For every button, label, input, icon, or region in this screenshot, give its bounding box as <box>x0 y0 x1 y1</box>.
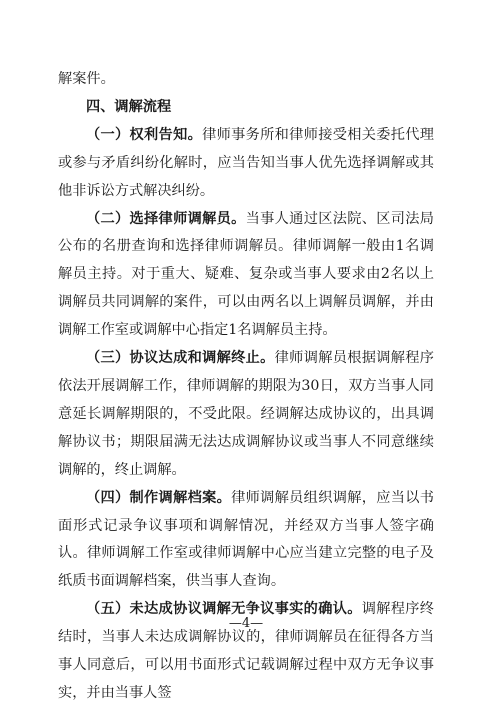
paragraph-select-mediator <box>58 206 434 346</box>
paragraph-body: 律师事务所和律师接受相关委托代理或参与矛盾纠纷化解时，应当告知当事人优先选择调解或其他非诉讼方式解决纠纷。 <box>58 126 434 199</box>
carryover-text: 解案件。 <box>58 71 115 87</box>
paragraph-lead: （四）制作调解档案。 <box>86 489 232 506</box>
paragraph-mediation-archive <box>58 485 434 597</box>
paragraph-agreement-termination <box>58 345 434 485</box>
paragraph-rights-notice <box>58 122 434 206</box>
paragraph-body: 当事人通过区法院、区司法局公布的名册查询和选择律师调解员。律师调解一般由1名调解员主持。对于重大、疑难、复杂或当事人要求由2名以上调解员共同调解的案件，可以由两名以上调解员调解，并由调解工作室或调解中心指定1名调解员主持。 <box>58 210 434 339</box>
paragraph-body: 律师调解员根据调解程序依法开展调解工作，律师调解的期限为30日，双方当事人同意延长调解期限的，不受此限。经调解达成协议的，出具调解协议书；期限届满无法达成调解协议或当事人不同意继续调解的，终止调解。 <box>58 350 434 478</box>
paragraph-lead: （二）选择律师调解员。 <box>86 210 246 227</box>
paragraph-lead: （五）未达成协议调解无争议事实的确认。 <box>86 601 362 618</box>
paragraph-lead: （三）协议达成和调解终止。 <box>86 350 275 367</box>
document-page <box>58 66 434 708</box>
paragraph-undisputed-facts <box>58 596 434 708</box>
paragraph-body: 调解程序终结时，当事人未达成调解协议的，律师调解员在征得各方当事人同意后，可以用书面形式记载调解过程中双方无争议事实，并由当事人签 <box>58 601 434 701</box>
paragraph-body: 律师调解员组织调解，应当以书面形式记录争议事项和调解情况，并经双方当事人签字确认。律师调解工作室或律师调解中心应当建立完整的电子及纸质书面调解档案，供当事人查询。 <box>58 489 434 590</box>
section-heading: 四、调解流程 <box>86 98 172 115</box>
paragraph-lead: （一）权利告知。 <box>86 126 203 143</box>
page-number: —4— <box>228 616 264 631</box>
